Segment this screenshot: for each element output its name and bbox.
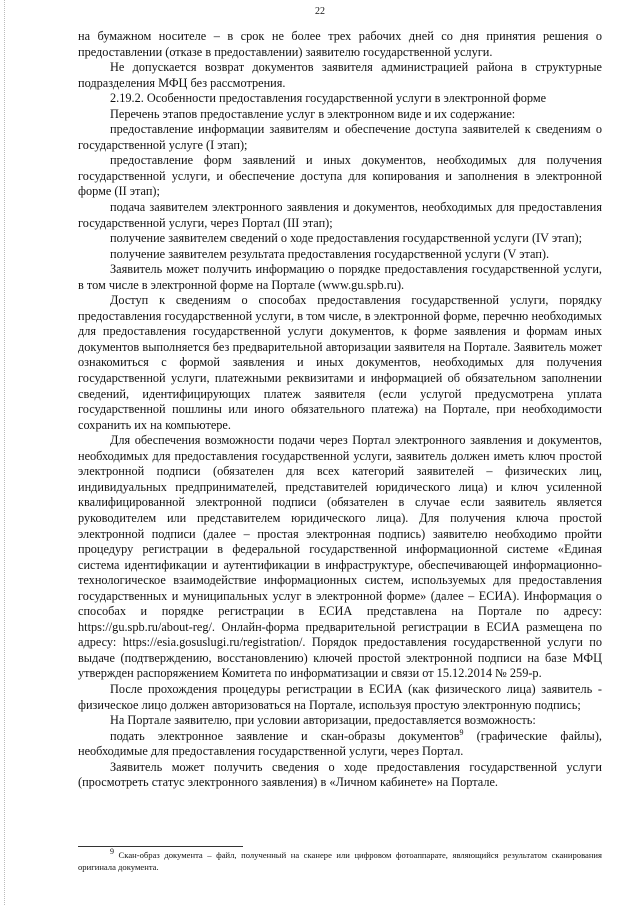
footnote-reference: 9 [459, 727, 464, 737]
section-heading: 2.19.2. Особенности предоставления государственной услуги в электронной форме [110, 91, 547, 106]
page-number: 22 [315, 6, 325, 17]
paragraph: Заявитель может получить сведения о ходе предоставления государственной услуги (просмотреть статус электронного заявления) в «Личном кабинете» на Портале. [78, 759, 602, 790]
paragraph-with-footnote [78, 729, 602, 760]
paragraph: на бумажном носителе – в срок не более трех рабочих дней со дня принятия решения о предоставлении (отказе в предоставлении) заявителю государственной услуги. [78, 29, 602, 59]
paragraph: Для обеспечения возможности подачи через Портал электронного заявления и документов, необходимых для предоставления государственной услуги, заявитель должен иметь ключ простой электронной подписи (обязателен для всех категорий заявителей – физических лиц, индивидуальных предпринимателей, представителей юридического лица) и ключ усиленной квалифицированной электронной подписи (обязателен в случае если заявитель является руководителем или представителем юридического лица). Для получения ключа простой электронной подписи (далее – простая электронная подпись) заявителю необходимо пройти процедуру регистрации в федеральной государственной информационной системе «Единая система идентификации и аутентификации в инфраструктуре, обеспечивающей информационно-технологическое взаимодействие информационных систем, используемых для предоставления государственных и муниципальных услуг в электронной форме» (далее – ЕСИА). Информация о способах и порядке регистрации в ЕСИА представлена на Портале по адресу: https://gu.spb.ru/about-reg/. Онлайн-форма предварительной регистрации в ЕСИА размещена по адресу: https://esia.gosuslugi.ru/registration/. Порядок предоставления государственной услуги по выдаче (подтверждению, восстановлению) ключей простой электронной подписи на базе МФЦ утвержден распоряжением Комитета по информатизации и связи от 15.12.2014 № 259-р. [78, 433, 602, 681]
footnote-marker: 9 [110, 847, 114, 857]
list-item: предоставление форм заявлений и иных документов, необходимых для получения государственной услуги, и обеспечение доступа для копирования и заполнения в электронной форме (II этап); [78, 153, 602, 199]
paragraph-text: подать электронное заявление и скан-образы документов [110, 728, 460, 743]
list-item: получение заявителем сведений о ходе предоставления государственной услуги (IV этап); [110, 231, 583, 246]
footnote-divider [78, 846, 243, 847]
page-edge [4, 0, 5, 905]
list-item: подача заявителем электронного заявления и документов, необходимых для предоставления государственной услуги, через Портал (III этап); [78, 200, 602, 230]
paragraph: Перечень этапов предоставление услуг в электронном виде и их содержание: [110, 106, 516, 121]
paragraph: После прохождения процедуры регистрации в ЕСИА (как физического лица) заявитель - физическое лицо должен авторизоваться на Портале, используя простую электронную подпись; [78, 681, 602, 712]
document-body [78, 29, 602, 791]
list-item: получение заявителем результата предоставления государственной услуги (V этап). [110, 246, 550, 261]
list-item: предоставление информации заявителям и обеспечение доступа заявителей к сведениям о государственной услуге (I этап); [78, 122, 602, 152]
paragraph: Доступ к сведениям о способах предоставления государственной услуги, порядку предоставления государственной услуги, в том числе, в электронной форме, перечню необходимых для предоставления государственной услуги документов, к форме заявления и формам иных документов выполняется без предварительной авторизации заявителя на Портале. Заявитель может ознакомиться с формой заявления и иных документов, необходимых для получения государственной услуги, платежными реквизитами и информацией об обязательном заполнении сведений, идентифицирующих платеж заявителя (если услугой предусмотрена уплата государственной пошлины или иного обязательного платежа) на Портале, при необходимости сохранить их на компьютере. [78, 293, 602, 432]
paragraph-text: (графические файлы), необходимые для предоставления государственной услуги, через Портал. [78, 728, 602, 759]
paragraph: Заявитель может получить информацию о порядке предоставления государственной услуги, в том числе в электронной форме на Портале (www.gu.spb.ru). [78, 262, 602, 292]
paragraph: Не допускается возврат документов заявителя администрацией района в структурные подразделения МФЦ без рассмотрения. [78, 60, 602, 90]
footnote [78, 847, 602, 873]
footnote-text: Скан-образ документа – файл, полученный на сканере или цифровом фотоаппарате, являющийся результатом сканирования оригинала документа. [78, 850, 602, 872]
paragraph: На Портале заявителю, при условии авторизации, предоставляется возможность: [110, 713, 536, 728]
